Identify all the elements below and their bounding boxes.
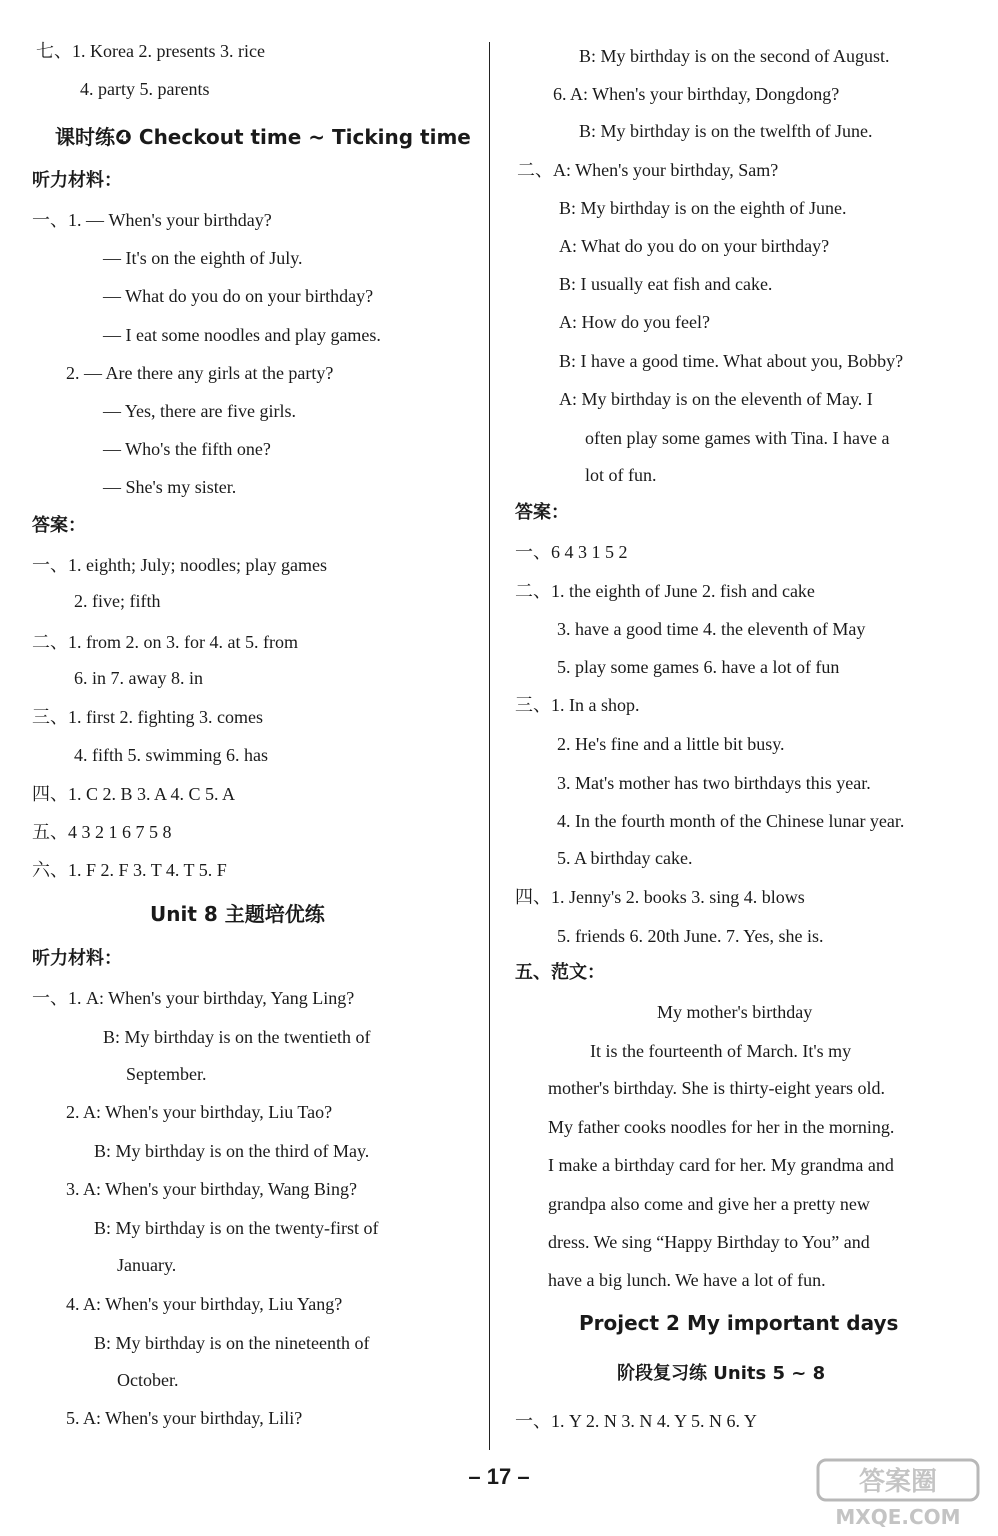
right-line: 二、1. the eighth of June 2. fish and cake [515, 581, 815, 601]
right-line: B: I usually eat fish and cake. [559, 274, 773, 294]
left-line: 听力材料： [32, 948, 122, 969]
left-line: 一、1. A: When's your birthday, Yang Ling? [32, 988, 355, 1008]
left-line: B: My birthday is on the twentieth of [103, 1027, 371, 1047]
left-line: 课时练❹ Checkout time ~ Ticking time [55, 125, 471, 149]
right-line: grandpa also come and give her a pretty new [548, 1194, 870, 1214]
left-line: 3. A: When's your birthday, Wang Bing? [66, 1179, 357, 1199]
right-line: lot of fun. [585, 465, 657, 485]
right-line: 阶段复习练 Units 5 ~ 8 [617, 1363, 826, 1384]
right-line: B: I have a good time. What about you, Bobby? [559, 351, 904, 371]
left-line: 6. in 7. away 8. in [74, 668, 203, 688]
left-line: Unit 8 主题培优练 [150, 902, 325, 926]
right-line: 5. play some games 6. have a lot of fun [557, 657, 840, 677]
left-line: 2. five; fifth [74, 591, 161, 611]
right-line: 一、1. Y 2. N 3. N 4. Y 5. N 6. Y [515, 1411, 757, 1431]
right-line: A: My birthday is on the eleventh of May. I [559, 389, 873, 409]
left-line: 4. A: When's your birthday, Liu Yang? [66, 1294, 343, 1314]
column-divider [489, 42, 490, 1450]
right-line: B: My birthday is on the twelfth of June. [579, 121, 873, 141]
left-line: — It's on the eighth of July. [103, 248, 303, 268]
right-line: 一、6 4 3 1 5 2 [515, 542, 628, 562]
left-line: — Who's the fifth one? [103, 439, 271, 459]
right-line: It is the fourteenth of March. It's my [590, 1041, 852, 1061]
right-line: 5. friends 6. 20th June. 7. Yes, she is. [557, 926, 824, 946]
left-line: 一、1. — When's your birthday? [32, 210, 272, 230]
left-line: 六、1. F 2. F 3. T 4. T 5. F [32, 860, 227, 880]
left-line: 听力材料： [32, 170, 122, 191]
left-line: September. [126, 1064, 207, 1084]
left-line: January. [117, 1255, 177, 1275]
right-line: 三、1. In a shop. [515, 695, 640, 715]
right-line: 4. In the fourth month of the Chinese lunar year. [557, 811, 905, 831]
right-line: have a big lunch. We have a lot of fun. [548, 1270, 826, 1290]
left-line: B: My birthday is on the twenty-first of [94, 1218, 379, 1238]
right-line: I make a birthday card for her. My grandma and [548, 1155, 894, 1175]
left-line: — What do you do on your birthday? [103, 286, 374, 306]
right-line: 6. A: When's your birthday, Dongdong? [553, 84, 840, 104]
watermark-logo [814, 1456, 984, 1530]
left-line: October. [117, 1370, 179, 1390]
page-number: – 17 – [468, 1464, 530, 1489]
right-line: 四、1. Jenny's 2. books 3. sing 4. blows [515, 887, 805, 907]
right-line: My mother's birthday [657, 1002, 813, 1022]
right-line: My father cooks noodles for her in the morning. [548, 1117, 895, 1137]
right-line: 3. Mat's mother has two birthdays this year. [557, 773, 871, 793]
right-line: dress. We sing “Happy Birthday to You” and [548, 1232, 870, 1252]
left-line: — I eat some noodles and play games. [103, 325, 381, 345]
left-line: 4. party 5. parents [80, 79, 210, 99]
left-line: 二、1. from 2. on 3. for 4. at 5. from [32, 632, 298, 652]
left-line: 2. — Are there any girls at the party? [66, 363, 334, 383]
left-line: 七、1. Korea 2. presents 3. rice [36, 41, 265, 61]
left-line: — She's my sister. [103, 477, 237, 497]
left-line: 答案： [32, 515, 86, 536]
left-line: 4. fifth 5. swimming 6. has [74, 745, 268, 765]
left-line: 四、1. C 2. B 3. A 4. C 5. A [32, 784, 236, 804]
right-line: often play some games with Tina. I have a [585, 428, 890, 448]
left-line: B: My birthday is on the third of May. [94, 1141, 370, 1161]
right-line: 2. He's fine and a little bit busy. [557, 734, 785, 754]
left-line: 2. A: When's your birthday, Liu Tao? [66, 1102, 333, 1122]
left-line: B: My birthday is on the nineteenth of [94, 1333, 370, 1353]
right-line: A: How do you feel? [559, 312, 710, 332]
right-line: B: My birthday is on the eighth of June. [559, 198, 847, 218]
right-line: mother's birthday. She is thirty-eight years old. [548, 1078, 886, 1098]
right-line: 五、范文： [515, 962, 605, 983]
right-line: Project 2 My important days [579, 1311, 899, 1335]
right-line: B: My birthday is on the second of August. [579, 46, 890, 66]
left-line: 五、4 3 2 1 6 7 5 8 [32, 822, 172, 842]
left-line: 三、1. first 2. fighting 3. comes [32, 707, 263, 727]
right-line: 5. A birthday cake. [557, 848, 693, 868]
watermark-text-cn: 答案圈 [858, 1467, 938, 1497]
left-line: 5. A: When's your birthday, Lili? [66, 1408, 303, 1428]
left-line: — Yes, there are five girls. [103, 401, 296, 421]
right-line: 答案： [515, 502, 569, 523]
right-line: 二、A: When's your birthday, Sam? [517, 160, 779, 180]
watermark-text-url: MXQE.COM [835, 1505, 961, 1529]
right-line: 3. have a good time 4. the eleventh of May [557, 619, 866, 639]
right-line: A: What do you do on your birthday? [559, 236, 830, 256]
left-line: 一、1. eighth; July; noodles; play games [32, 555, 327, 575]
